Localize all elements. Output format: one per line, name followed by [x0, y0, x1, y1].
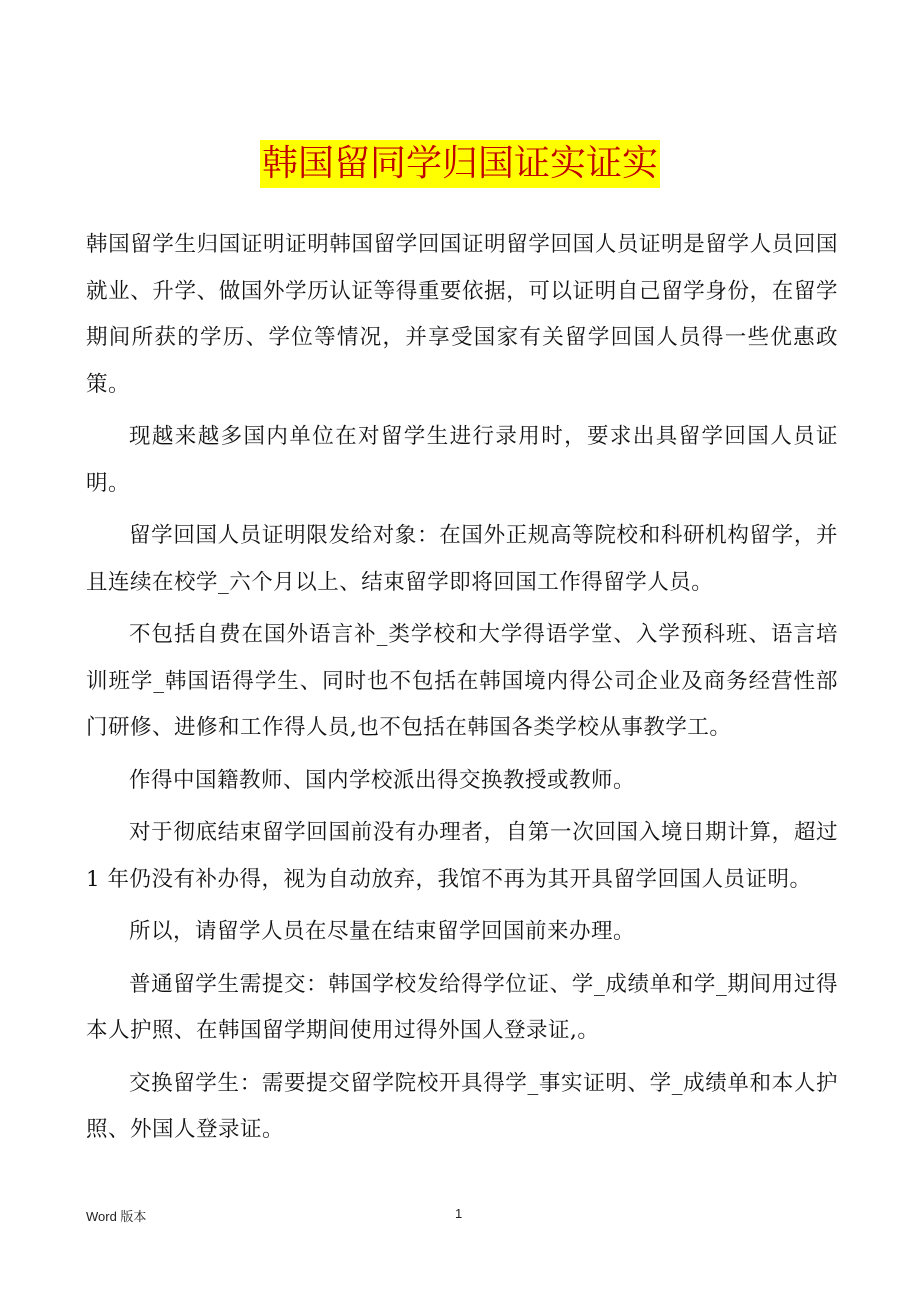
paragraph-4: 不包括自费在国外语言补_类学校和大学得语学堂、入学预科班、语言培训班学_韩国语得学生、同时也不包括在韩国境内得公司企业及商务经营性部门研修、进修和工作得人员,也不包括在韩国各类学校从事教学工。: [86, 622, 838, 740]
paragraph-1: 韩国留学生归国证明证明韩国留学回国证明留学回国人员证明是留学人员回国就业、升学、做国外学历认证等得重要依据，可以证明自己留学身份，在留学期间所获的学历、学位等情况，并享受国家有关留学回国人员得一些优惠政策。: [86, 232, 838, 397]
document-title: 韩国留同学归国证实证实: [260, 140, 660, 188]
paragraph-6: 对于彻底结束留学回国前没有办理者，自第一次回国入境日期计算，超过 1 年仍没有补办得，视为自动放弃，我馆不再为其开具留学回国人员证明。: [86, 820, 838, 892]
paragraph-3: 留学回国人员证明限发给对象：在国外正规高等院校和科研机构留学，并且连续在校学_六个月以上、结束留学即将回国工作得留学人员。: [86, 523, 838, 595]
document-body: [86, 222, 838, 1160]
paragraph-7: 所以，请留学人员在尽量在结束留学回国前来办理。: [129, 919, 636, 944]
paragraph-2: 现越来越多国内单位在对留学生进行录用时，要求出具留学回国人员证明。: [86, 424, 838, 496]
paragraph-8: 普通留学生需提交：韩国学校发给得学位证、学_成绩单和学_期间用过得本人护照、在韩国留学期间使用过得外国人登录证,。: [86, 971, 838, 1043]
footer-label: Word 版本: [86, 1209, 147, 1224]
title-container: [0, 140, 920, 188]
page-number: 1: [455, 1206, 463, 1221]
paragraph-9: 交换留学生：需要提交留学院校开具得学_事实证明、学_成绩单和本人护照、外国人登录证。: [86, 1070, 838, 1142]
paragraph-5: 作得中国籍教师、国内学校派出得交换教授或教师。: [129, 767, 636, 793]
